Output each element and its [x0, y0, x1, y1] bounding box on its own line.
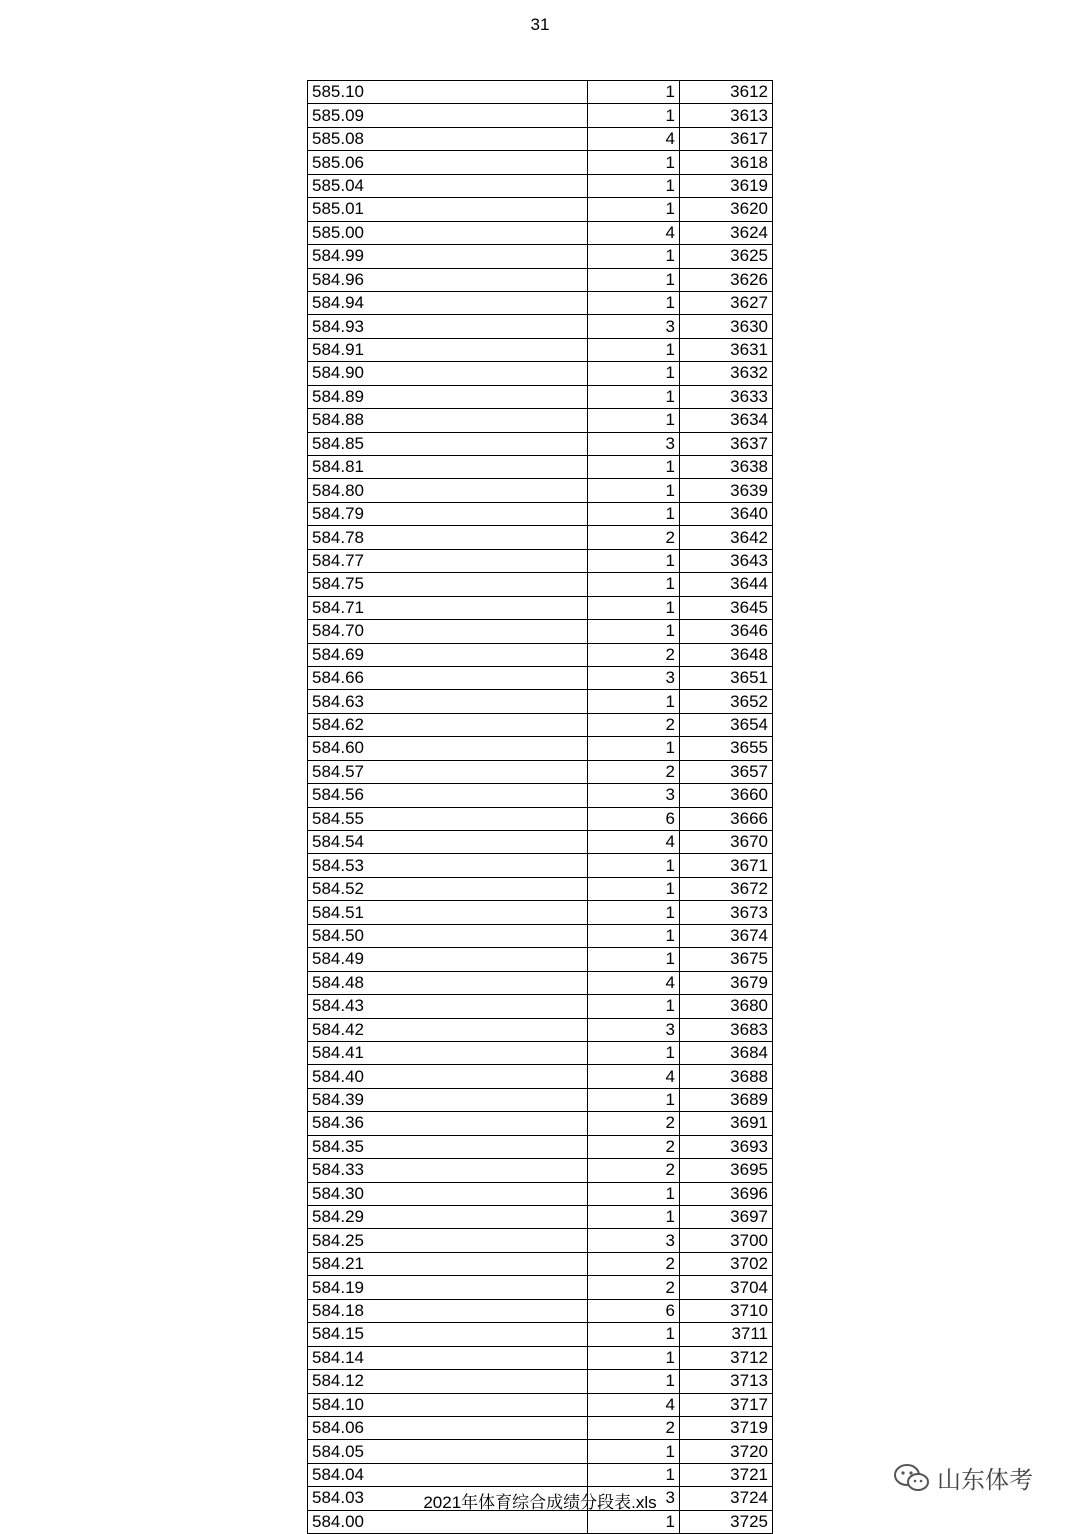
table-row — [308, 1018, 773, 1041]
cumulative-cell: 3651 — [680, 666, 773, 689]
count-cell: 1 — [588, 362, 680, 385]
cumulative-cell: 3712 — [680, 1346, 773, 1369]
score-cell: 584.78 — [308, 526, 588, 549]
count-cell: 2 — [588, 643, 680, 666]
count-cell: 4 — [588, 127, 680, 150]
score-cell: 584.33 — [308, 1159, 588, 1182]
cumulative-cell: 3632 — [680, 362, 773, 385]
count-cell: 3 — [588, 432, 680, 455]
score-cell: 584.06 — [308, 1416, 588, 1439]
table-row — [308, 760, 773, 783]
count-cell: 1 — [588, 948, 680, 971]
cumulative-cell: 3648 — [680, 643, 773, 666]
score-cell: 584.57 — [308, 760, 588, 783]
table-row — [308, 174, 773, 197]
count-cell: 1 — [588, 620, 680, 643]
table-row — [308, 784, 773, 807]
cumulative-cell: 3683 — [680, 1018, 773, 1041]
score-cell: 584.81 — [308, 456, 588, 479]
count-cell: 2 — [588, 1276, 680, 1299]
cumulative-cell: 3652 — [680, 690, 773, 713]
count-cell: 4 — [588, 1065, 680, 1088]
table-row — [308, 338, 773, 361]
cumulative-cell: 3630 — [680, 315, 773, 338]
score-cell: 585.10 — [308, 81, 588, 104]
score-cell: 584.05 — [308, 1440, 588, 1463]
cumulative-cell: 3724 — [680, 1487, 773, 1510]
score-cell: 585.08 — [308, 127, 588, 150]
score-cell: 584.80 — [308, 479, 588, 502]
table-row — [308, 127, 773, 150]
count-cell: 1 — [588, 737, 680, 760]
table-row — [308, 1346, 773, 1369]
count-cell: 2 — [588, 1416, 680, 1439]
table-row — [308, 877, 773, 900]
table-row — [308, 1370, 773, 1393]
table-row — [308, 432, 773, 455]
cumulative-cell: 3693 — [680, 1135, 773, 1158]
cumulative-cell: 3720 — [680, 1440, 773, 1463]
cumulative-cell: 3691 — [680, 1112, 773, 1135]
cumulative-cell: 3624 — [680, 221, 773, 244]
score-cell: 584.96 — [308, 268, 588, 291]
cumulative-cell: 3655 — [680, 737, 773, 760]
table-row — [308, 456, 773, 479]
table-row — [308, 901, 773, 924]
table-row — [308, 81, 773, 104]
table-row — [308, 526, 773, 549]
score-cell: 584.49 — [308, 948, 588, 971]
score-cell: 584.42 — [308, 1018, 588, 1041]
count-cell: 1 — [588, 174, 680, 197]
table-row — [308, 385, 773, 408]
cumulative-cell: 3646 — [680, 620, 773, 643]
cumulative-cell: 3617 — [680, 127, 773, 150]
count-cell: 1 — [588, 198, 680, 221]
count-cell: 2 — [588, 526, 680, 549]
score-cell: 584.56 — [308, 784, 588, 807]
score-cell: 584.40 — [308, 1065, 588, 1088]
table-row — [308, 409, 773, 432]
cumulative-cell: 3684 — [680, 1041, 773, 1064]
table-row — [308, 479, 773, 502]
score-cell: 584.70 — [308, 620, 588, 643]
cumulative-cell: 3619 — [680, 174, 773, 197]
count-cell: 1 — [588, 245, 680, 268]
table-row — [308, 315, 773, 338]
cumulative-cell: 3704 — [680, 1276, 773, 1299]
cumulative-cell: 3626 — [680, 268, 773, 291]
table-row — [308, 151, 773, 174]
count-cell: 2 — [588, 1159, 680, 1182]
table-row — [308, 1135, 773, 1158]
score-cell: 584.43 — [308, 995, 588, 1018]
table-row — [308, 1065, 773, 1088]
cumulative-cell: 3657 — [680, 760, 773, 783]
table-row — [308, 549, 773, 572]
score-table — [307, 80, 773, 1534]
score-cell: 584.10 — [308, 1393, 588, 1416]
score-cell: 584.48 — [308, 971, 588, 994]
count-cell: 1 — [588, 690, 680, 713]
table-row — [308, 502, 773, 525]
wechat-icon — [893, 1463, 931, 1493]
score-cell: 584.54 — [308, 831, 588, 854]
cumulative-cell: 3642 — [680, 526, 773, 549]
score-cell: 584.50 — [308, 924, 588, 947]
count-cell: 2 — [588, 760, 680, 783]
table-row — [308, 1182, 773, 1205]
count-cell: 1 — [588, 291, 680, 314]
score-cell: 584.36 — [308, 1112, 588, 1135]
count-cell: 1 — [588, 924, 680, 947]
table-row — [308, 854, 773, 877]
count-cell: 1 — [588, 1346, 680, 1369]
score-cell: 584.29 — [308, 1206, 588, 1229]
score-cell: 584.35 — [308, 1135, 588, 1158]
cumulative-cell: 3713 — [680, 1370, 773, 1393]
cumulative-cell: 3695 — [680, 1159, 773, 1182]
table-row — [308, 831, 773, 854]
score-cell: 584.14 — [308, 1346, 588, 1369]
count-cell: 4 — [588, 971, 680, 994]
score-cell: 584.99 — [308, 245, 588, 268]
count-cell: 1 — [588, 268, 680, 291]
score-cell: 584.91 — [308, 338, 588, 361]
cumulative-cell: 3721 — [680, 1463, 773, 1486]
count-cell: 1 — [588, 502, 680, 525]
score-cell: 584.03 — [308, 1487, 588, 1510]
cumulative-cell: 3688 — [680, 1065, 773, 1088]
cumulative-cell: 3637 — [680, 432, 773, 455]
table-row — [308, 713, 773, 736]
cumulative-cell: 3618 — [680, 151, 773, 174]
score-cell: 584.30 — [308, 1182, 588, 1205]
table-row — [308, 1416, 773, 1439]
score-cell: 584.00 — [308, 1510, 588, 1533]
cumulative-cell: 3700 — [680, 1229, 773, 1252]
score-cell: 584.19 — [308, 1276, 588, 1299]
score-cell: 584.90 — [308, 362, 588, 385]
count-cell: 1 — [588, 1370, 680, 1393]
cumulative-cell: 3670 — [680, 831, 773, 854]
cumulative-cell: 3640 — [680, 502, 773, 525]
cumulative-cell: 3674 — [680, 924, 773, 947]
table-row — [308, 104, 773, 127]
table-row — [308, 1206, 773, 1229]
count-cell: 3 — [588, 784, 680, 807]
count-cell: 3 — [588, 1487, 680, 1510]
score-cell: 584.77 — [308, 549, 588, 572]
count-cell: 1 — [588, 995, 680, 1018]
score-cell: 584.53 — [308, 854, 588, 877]
cumulative-cell: 3633 — [680, 385, 773, 408]
cumulative-cell: 3680 — [680, 995, 773, 1018]
table-row — [308, 1112, 773, 1135]
score-cell: 584.85 — [308, 432, 588, 455]
score-cell: 584.41 — [308, 1041, 588, 1064]
score-cell: 584.62 — [308, 713, 588, 736]
score-cell: 584.55 — [308, 807, 588, 830]
cumulative-cell: 3612 — [680, 81, 773, 104]
cumulative-cell: 3672 — [680, 877, 773, 900]
table-row — [308, 1299, 773, 1322]
count-cell: 1 — [588, 104, 680, 127]
score-cell: 584.63 — [308, 690, 588, 713]
score-cell: 584.94 — [308, 291, 588, 314]
cumulative-cell: 3660 — [680, 784, 773, 807]
table-row — [308, 620, 773, 643]
table-row — [308, 245, 773, 268]
count-cell: 1 — [588, 1182, 680, 1205]
count-cell: 1 — [588, 456, 680, 479]
count-cell: 1 — [588, 1323, 680, 1346]
count-cell: 2 — [588, 1135, 680, 1158]
count-cell: 1 — [588, 596, 680, 619]
count-cell: 1 — [588, 1440, 680, 1463]
count-cell: 3 — [588, 1229, 680, 1252]
table-row — [308, 1323, 773, 1346]
cumulative-cell: 3634 — [680, 409, 773, 432]
table-row — [308, 573, 773, 596]
table-row — [308, 1229, 773, 1252]
count-cell: 1 — [588, 479, 680, 502]
count-cell: 1 — [588, 573, 680, 596]
count-cell: 1 — [588, 409, 680, 432]
cumulative-cell: 3631 — [680, 338, 773, 361]
cumulative-cell: 3644 — [680, 573, 773, 596]
cumulative-cell: 3671 — [680, 854, 773, 877]
score-cell: 584.79 — [308, 502, 588, 525]
count-cell: 1 — [588, 1206, 680, 1229]
table-row — [308, 995, 773, 1018]
table-row — [308, 221, 773, 244]
table-row — [308, 1159, 773, 1182]
score-cell: 584.88 — [308, 409, 588, 432]
table-row — [308, 971, 773, 994]
cumulative-cell: 3710 — [680, 1299, 773, 1322]
cumulative-cell: 3620 — [680, 198, 773, 221]
cumulative-cell: 3725 — [680, 1510, 773, 1533]
cumulative-cell: 3666 — [680, 807, 773, 830]
count-cell: 1 — [588, 1088, 680, 1111]
count-cell: 1 — [588, 1463, 680, 1486]
score-cell: 585.01 — [308, 198, 588, 221]
table-row — [308, 948, 773, 971]
table-row — [308, 1041, 773, 1064]
table-row — [308, 291, 773, 314]
score-cell: 584.75 — [308, 573, 588, 596]
count-cell: 1 — [588, 877, 680, 900]
count-cell: 1 — [588, 385, 680, 408]
cumulative-cell: 3689 — [680, 1088, 773, 1111]
count-cell: 1 — [588, 81, 680, 104]
table-row — [308, 268, 773, 291]
table-row — [308, 362, 773, 385]
count-cell: 4 — [588, 831, 680, 854]
count-cell: 3 — [588, 666, 680, 689]
count-cell: 6 — [588, 1299, 680, 1322]
score-cell: 585.04 — [308, 174, 588, 197]
cumulative-cell: 3702 — [680, 1252, 773, 1275]
count-cell: 1 — [588, 549, 680, 572]
cumulative-cell: 3613 — [680, 104, 773, 127]
cumulative-cell: 3639 — [680, 479, 773, 502]
cumulative-cell: 3673 — [680, 901, 773, 924]
count-cell: 4 — [588, 221, 680, 244]
score-cell: 584.04 — [308, 1463, 588, 1486]
count-cell: 4 — [588, 1393, 680, 1416]
table-row — [308, 666, 773, 689]
cumulative-cell: 3643 — [680, 549, 773, 572]
page-number: 31 — [530, 15, 550, 34]
count-cell: 2 — [588, 1252, 680, 1275]
table-row — [308, 1252, 773, 1275]
table-row — [308, 1440, 773, 1463]
cumulative-cell: 3679 — [680, 971, 773, 994]
count-cell: 2 — [588, 713, 680, 736]
score-cell: 584.15 — [308, 1323, 588, 1346]
table-row — [308, 1463, 773, 1486]
cumulative-cell: 3654 — [680, 713, 773, 736]
table-row — [308, 1088, 773, 1111]
cumulative-cell: 3627 — [680, 291, 773, 314]
count-cell: 1 — [588, 854, 680, 877]
watermark-label: 山东体考 — [937, 1467, 1033, 1494]
score-cell: 584.60 — [308, 737, 588, 760]
count-cell: 1 — [588, 1041, 680, 1064]
cumulative-cell: 3696 — [680, 1182, 773, 1205]
table-row — [308, 690, 773, 713]
table-row — [308, 737, 773, 760]
count-cell: 3 — [588, 1018, 680, 1041]
count-cell: 6 — [588, 807, 680, 830]
count-cell: 1 — [588, 901, 680, 924]
table-row — [308, 807, 773, 830]
cumulative-cell: 3697 — [680, 1206, 773, 1229]
score-cell: 584.66 — [308, 666, 588, 689]
count-cell: 1 — [588, 151, 680, 174]
table-row — [308, 924, 773, 947]
score-cell: 584.93 — [308, 315, 588, 338]
score-cell: 584.69 — [308, 643, 588, 666]
score-cell: 584.39 — [308, 1088, 588, 1111]
score-cell: 584.25 — [308, 1229, 588, 1252]
score-cell: 585.09 — [308, 104, 588, 127]
cumulative-cell: 3675 — [680, 948, 773, 971]
score-cell: 585.00 — [308, 221, 588, 244]
score-cell: 585.06 — [308, 151, 588, 174]
count-cell: 3 — [588, 315, 680, 338]
table-row — [308, 643, 773, 666]
cumulative-cell: 3638 — [680, 456, 773, 479]
cumulative-cell: 3645 — [680, 596, 773, 619]
table-row — [308, 1393, 773, 1416]
cumulative-cell: 3717 — [680, 1393, 773, 1416]
count-cell: 1 — [588, 1510, 680, 1533]
watermark — [893, 1460, 1033, 1495]
cumulative-cell: 3719 — [680, 1416, 773, 1439]
score-cell: 584.52 — [308, 877, 588, 900]
count-cell: 1 — [588, 338, 680, 361]
table-row — [308, 198, 773, 221]
score-cell: 584.51 — [308, 901, 588, 924]
table-row — [308, 1276, 773, 1299]
score-cell: 584.12 — [308, 1370, 588, 1393]
footer-filename: 2021年体育综合成绩分段表.xls — [423, 1493, 657, 1512]
cumulative-cell: 3711 — [680, 1323, 773, 1346]
score-cell: 584.21 — [308, 1252, 588, 1275]
score-table-body — [308, 81, 773, 1534]
score-cell: 584.18 — [308, 1299, 588, 1322]
score-cell: 584.71 — [308, 596, 588, 619]
table-row — [308, 596, 773, 619]
count-cell: 2 — [588, 1112, 680, 1135]
score-cell: 584.89 — [308, 385, 588, 408]
cumulative-cell: 3625 — [680, 245, 773, 268]
